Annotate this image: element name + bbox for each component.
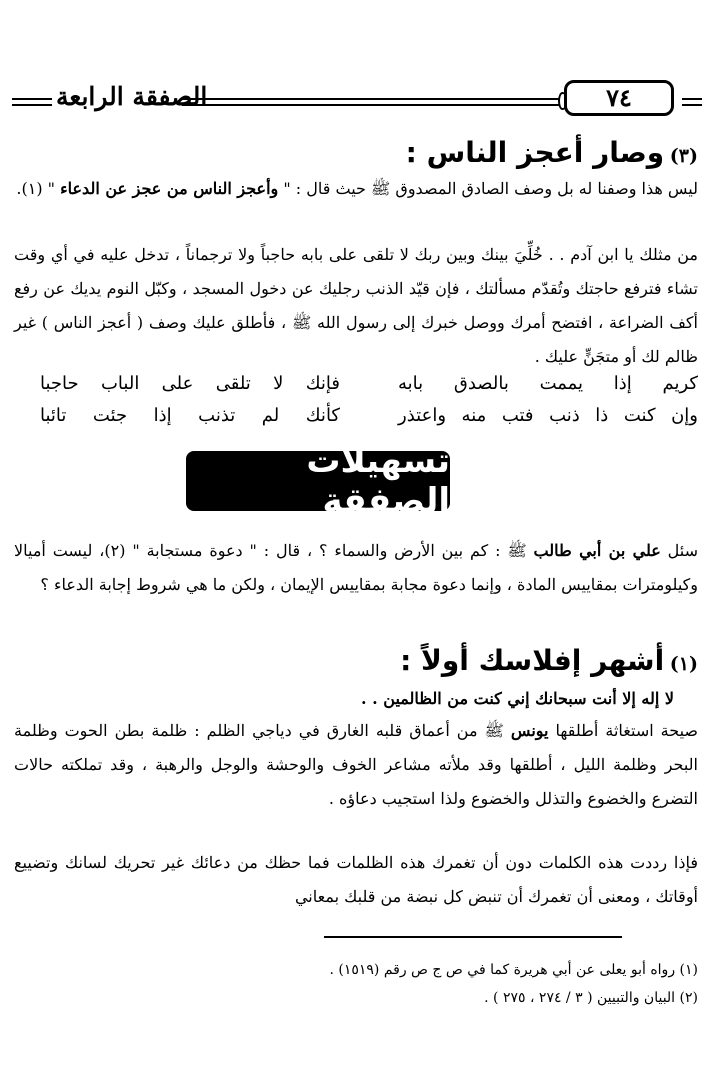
paragraph-text: سئل [660, 541, 699, 560]
section-banner [186, 441, 450, 521]
paragraph-text: ليس هذا وصفنا له بل وصف الصادق المصدوق ﷺ حيث قال : " [278, 179, 698, 198]
paragraph-text: ﷺ : كم بين الأرض والسماء ؟ ، قال : " دعوة مستجابة " (٢)، ليست أميالا وكيلومترات بمقاييس المادة ، وإنما دعوة مجابة بمقاييس الإيمان ، ولكن ما هي شروط إجابة الدعاء ؟ [14, 541, 698, 594]
poem-verse-1 [40, 368, 698, 400]
poem-hemistich: فإنك لا تلقى على الباب حاجبا [40, 373, 340, 394]
hadith-quote: وأعجز الناس من عجز عن الدعاء [60, 179, 279, 198]
footnote-1: (١) رواه أبو يعلى عن أبي هريرة كما في ص ج ص رقم (١٥١٩) . [329, 962, 698, 978]
footnote-divider [324, 936, 622, 938]
poem-hemistich: كأنك لم تذنب إذا جئت تائبا [40, 405, 340, 426]
section-number: (٣) [669, 145, 698, 167]
paragraph-text: ﷺ من أعماق قلبه الغارق في دياجي الظلم : ظلمة بطن الحوت وظلمة البحر وظلمة الليل ، أطلقها وقد ملأته مشاعر الخوف والوحشة والوجل والرهبة ، وقد تملكته حالات التضرع والخضوع والتذلل والخضوع ولذا استجيب دعاؤه . [14, 721, 699, 808]
section-number: (١) [669, 653, 698, 675]
footnote-ref: " (١). [16, 179, 61, 198]
paragraph-1 [14, 172, 698, 206]
section-title: وصار أعجز الناس : [405, 136, 665, 169]
section-heading-1 [400, 644, 698, 677]
page-header [12, 80, 702, 124]
person-name: يونس [510, 721, 549, 740]
paragraph-4 [14, 714, 698, 816]
poem-hemistich: وإن كنت ذا ذنب فتب منه واعتذر [398, 405, 698, 426]
poem [40, 368, 698, 432]
paragraph-text: صيحة استغاثة أطلقها [548, 721, 699, 740]
footnote-2: (٢) البيان والتبيين ( ٣ / ٢٧٤ ، ٢٧٥ ) . [484, 990, 698, 1006]
paragraph-text: من مثلك يا ابن آدم . . خُلِّيَ بينك وبين ربك لا تلقى على بابه حاجباً ولا ترجماناً ، تدخل عليه في أي وقت تشاء فترفع حاجتك وتُقدّم مسألتك ، فإن قيّد الذنب رجليك عن دخول المسجد ، وكبّل النوم يديك عن رفع أكف الضراعة ، افتضح أمرك ووصل خبرك إلى رسول الله ﷺ ، فأطلق عليك وصف ( أعجز الناس ) غير ظالم لك أو متجَنٍّ عليك . [14, 245, 699, 366]
poem-verse-2 [40, 400, 698, 432]
paragraph-5 [14, 846, 698, 914]
page-number: ٧٤ [564, 80, 674, 116]
person-name: علي بن أبي طالب [533, 541, 661, 560]
banner-label: تسهيلات الصفقة [306, 441, 450, 521]
quote-line: لا إله إلا أنت سبحانك إني كنت من الظالمين . . [360, 689, 674, 708]
header-rule-middle [182, 98, 560, 106]
paragraph-3 [14, 534, 698, 602]
paragraph-2 [14, 238, 698, 374]
section-title: أشهر إفلاسك أولاً : [400, 644, 665, 677]
section-heading-3 [406, 136, 698, 169]
paragraph-text: فإذا رددت هذه الكلمات دون أن تغمرك هذه الظلمات فما حظك من دعائك غير تحريك لسانك وتضييع أوقاتك ، ومعنى أن تغمرك أن تنبض كل نبضة من قلبك بمعاني [14, 853, 698, 906]
running-title: الصفقة الرابعة [56, 82, 208, 111]
header-rule-left [12, 98, 52, 106]
header-rule-right [682, 98, 702, 106]
poem-hemistich: كريم إذا يممت بالصدق بابه [398, 373, 698, 394]
